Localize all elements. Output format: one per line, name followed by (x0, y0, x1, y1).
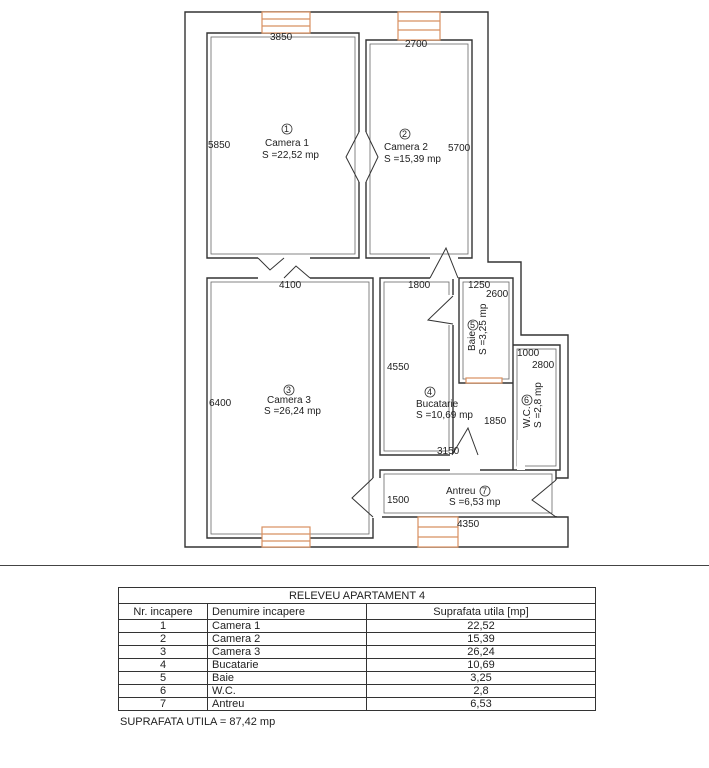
cell-area: 10,69 (367, 659, 596, 672)
room-6-name: W.C. (522, 406, 533, 428)
room-3-name: Camera 3 (267, 395, 311, 406)
dim-antreu-width: 4350 (457, 519, 480, 530)
cell-area: 15,39 (367, 633, 596, 646)
cell-name: Camera 1 (208, 620, 367, 633)
cell-nr: 2 (119, 633, 208, 646)
cell-name: Baie (208, 672, 367, 685)
cell-name: Bucatarie (208, 659, 367, 672)
table-row (119, 633, 596, 646)
cell-name: Camera 3 (208, 646, 367, 659)
cell-area: 22,52 (367, 620, 596, 633)
dim-wc-width: 1000 (517, 348, 540, 359)
cell-name: Camera 2 (208, 633, 367, 646)
room-7-name: Antreu (446, 486, 476, 497)
cell-nr: 1 (119, 620, 208, 633)
cell-nr: 5 (119, 672, 208, 685)
cell-nr: 3 (119, 646, 208, 659)
header-nr: Nr. incapere (119, 604, 208, 620)
room-6-area: S =2,8 mp (533, 382, 544, 428)
dim-c1-width: 3850 (270, 32, 293, 43)
room-7-area: S =6,53 mp (449, 497, 501, 508)
total-area: SUPRAFATA UTILA = 87,42 mp (120, 716, 276, 728)
table-row (119, 685, 596, 698)
dim-c3-width: 4100 (279, 280, 302, 291)
dim-buc-bottom: 3150 (437, 446, 460, 457)
dim-baie-height: 2600 (486, 289, 509, 300)
table-row (119, 698, 596, 711)
room-5-number: 5 (470, 320, 476, 330)
separator-line (0, 565, 709, 566)
room-2-number: 2 (402, 129, 408, 139)
room-5-name: Baie (467, 330, 478, 351)
table-title: RELEVEU APARTAMENT 4 (119, 588, 596, 604)
room-1-name: Camera 1 (265, 138, 309, 149)
dim-baie-small: 1850 (484, 416, 507, 427)
dim-c1-height: 5850 (208, 140, 231, 151)
dim-c2-height: 5700 (448, 143, 471, 154)
cell-area: 26,24 (367, 646, 596, 659)
room-4-number: 4 (427, 387, 433, 397)
room-3-area: S =26,24 mp (264, 406, 321, 417)
cell-area: 3,25 (367, 672, 596, 685)
dim-buc-width: 1800 (408, 280, 431, 291)
room-5-area: S =3,25 mp (478, 303, 489, 355)
cell-area: 2,8 (367, 685, 596, 698)
room-4-name: Bucatarie (416, 399, 459, 410)
room-4-area: S =10,69 mp (416, 410, 473, 421)
room-1-number: 1 (284, 124, 290, 134)
dim-wc-height: 2800 (532, 360, 555, 371)
table-row (119, 659, 596, 672)
summary-table (118, 587, 596, 711)
cell-nr: 4 (119, 659, 208, 672)
cell-nr: 7 (119, 698, 208, 711)
room-6-number: 6 (524, 395, 530, 405)
cell-nr: 6 (119, 685, 208, 698)
cell-name: W.C. (208, 685, 367, 698)
table-header-row (119, 604, 596, 620)
dim-c2-width: 2700 (405, 39, 428, 50)
table-row (119, 620, 596, 633)
dim-antreu-height: 1500 (387, 495, 410, 506)
header-area: Suprafata utila [mp] (367, 604, 596, 620)
table-row (119, 646, 596, 659)
room-3-number: 3 (286, 385, 292, 395)
table-row (119, 672, 596, 685)
wall-mass (185, 12, 568, 547)
room-7-number: 7 (482, 486, 488, 496)
dim-c3-height: 6400 (209, 398, 232, 409)
dim-buc-height: 4550 (387, 362, 410, 373)
cell-name: Antreu (208, 698, 367, 711)
cell-area: 6,53 (367, 698, 596, 711)
room-2-name: Camera 2 (384, 142, 428, 153)
room-1-area: S =22,52 mp (262, 150, 319, 161)
room-2-area: S =15,39 mp (384, 154, 441, 165)
dim-baie-width: 1250 (468, 280, 491, 291)
header-name: Denumire incapere (208, 604, 367, 620)
